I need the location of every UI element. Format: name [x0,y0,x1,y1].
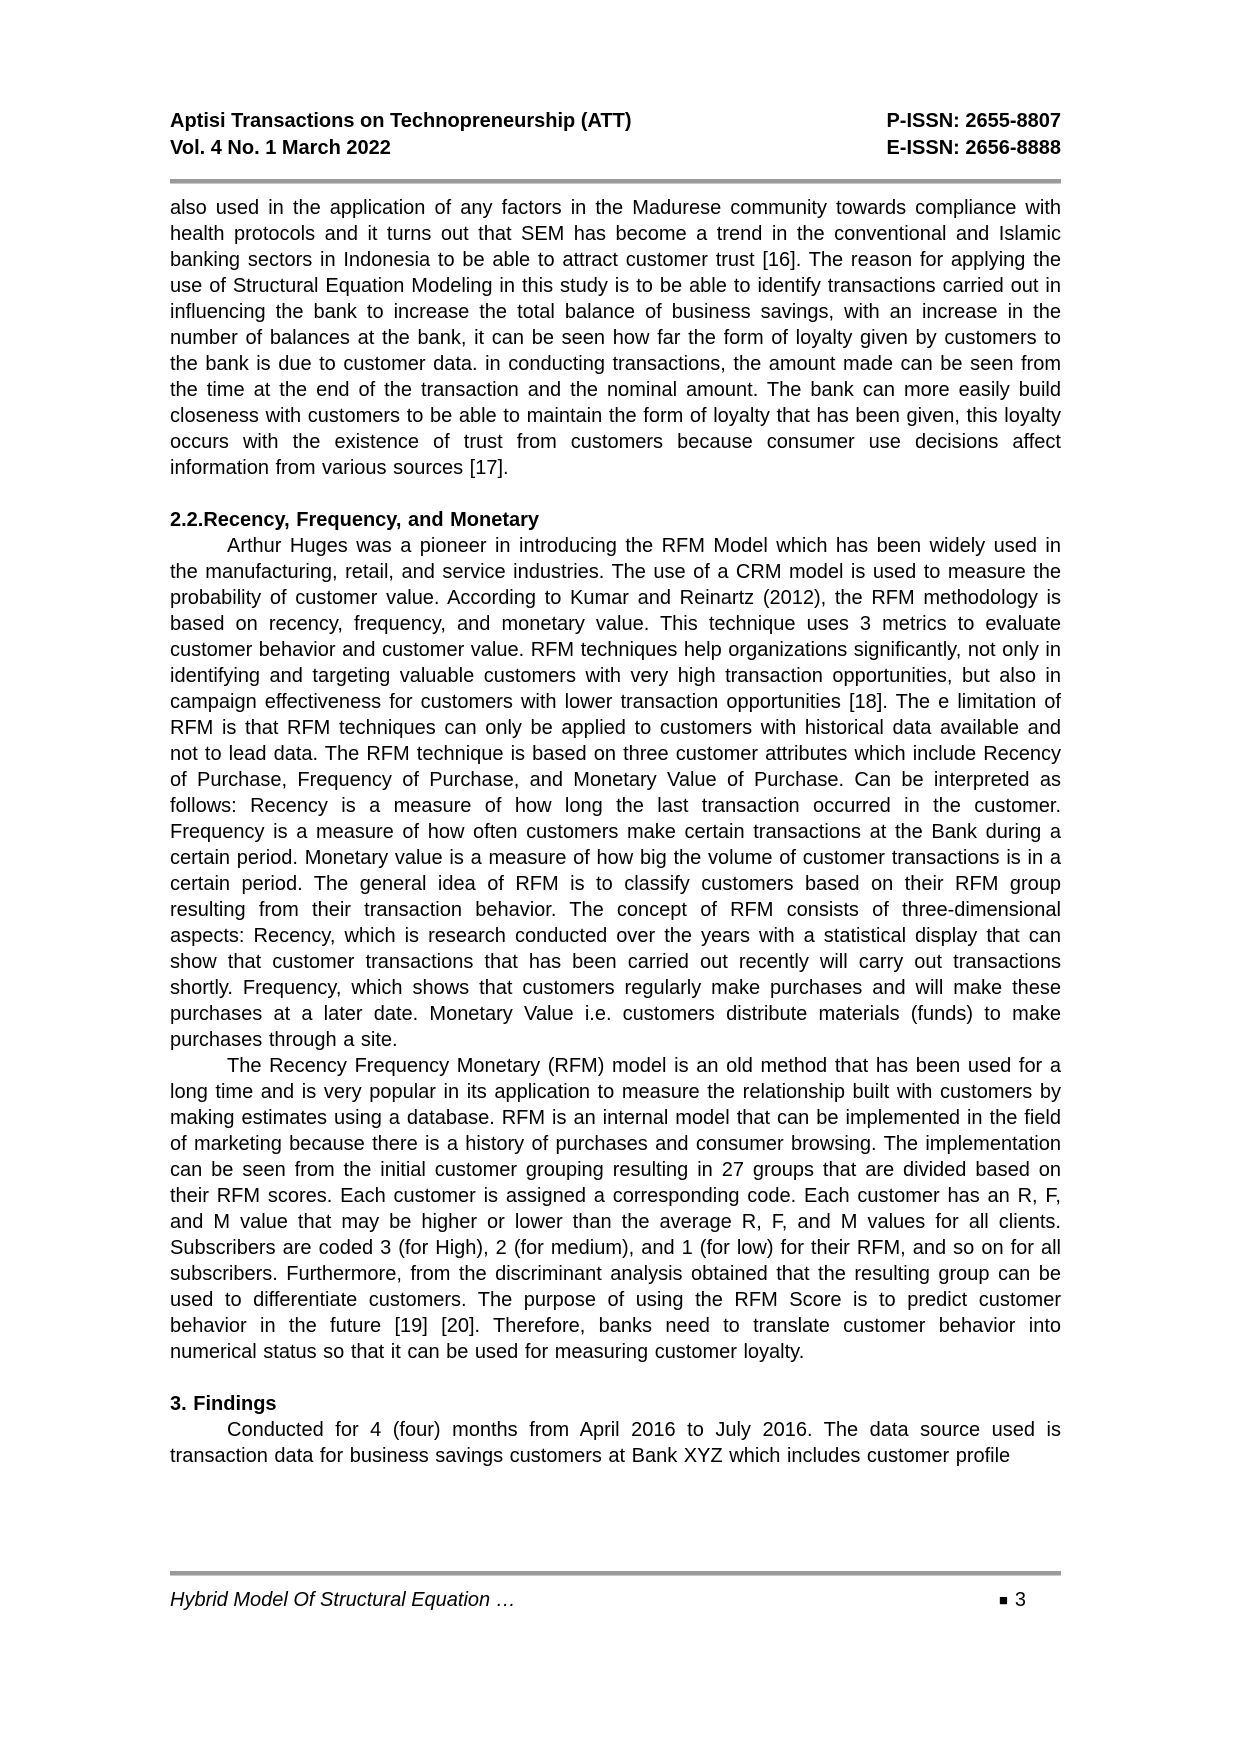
e-issn: E-ISSN: 2656-8888 [886,137,1061,159]
page-body [170,195,1061,1469]
page-number-value: 3 [1014,1589,1026,1611]
page-footer [170,1571,1061,1614]
p-issn: P-ISSN: 2655-8807 [886,110,1061,132]
header-left-block [170,108,632,162]
page-header [170,108,1061,162]
square-bullet-icon: ■ [998,1592,1008,1609]
intro-paragraph: also used in the application of any factors in the Madurese community towards compliance with health protocols and it turns out that SEM has become a trend in the conventional and Islamic banking sectors in Indonesia to be able to attract customer trust [16]. The reason for applying the use of Structural Equation Modeling in this study is to be able to identify transactions carried out in influencing the bank to increase the total balance of business savings, with an increase in the number of balances at the bank, it can be seen how far the form of loyalty given by customers to the bank is due to customer data. in conducting transactions, the amount made can be seen from the time at the end of the transaction and the nominal amount. The bank can more easily build closeness with customers to be able to maintain the form of loyalty that has been given, this loyalty occurs with the existence of trust from customers because consumer use decisions affect information from various sources [17]. [170,197,1061,479]
section-heading-3: 3. Findings [170,1393,277,1415]
journal-title: Aptisi Transactions on Technopreneurship (ATT) [170,110,632,132]
footer-divider [170,1571,1061,1576]
volume-line: Vol. 4 No. 1 March 2022 [170,137,391,159]
section-2-2-paragraph-2: The Recency Frequency Monetary (RFM) model is an old method that has been used for a long time and is very popular in its application to measure the relationship built with customers by making estimates using a database. RFM is an internal model that can be implemented in the field of marketing because there is a history of purchases and consumer browsing. The implementation can be seen from the initial customer grouping resulting in 27 groups that are divided based on their RFM scores. Each customer is assigned a corresponding code. Each customer has an R, F, and M value that may be higher or lower than the average R, F, and M values for all clients. Subscribers are coded 3 (for High), 2 (for medium), and 1 (for low) for their RFM, and so on for all subscribers. Furthermore, from the discriminant analysis obtained that the resulting group can be used to differentiate customers. The purpose of using the RFM Score is to predict customer behavior in the future [19] [20]. Therefore, banks need to translate customer behavior into numerical status so that it can be used for measuring customer loyalty. [170,1055,1061,1363]
section-heading-2-2: 2.2.Recency, Frequency, and Monetary [170,509,540,531]
page-number [999,1588,1026,1614]
header-divider [170,179,1061,184]
header-right-block [886,108,1061,162]
section-2-2-paragraph-1: Arthur Huges was a pioneer in introducing the RFM Model which has been widely used in the manufacturing, retail, and service industries. The use of a CRM model is used to measure the probability of customer value. According to Kumar and Reinartz (2012), the RFM methodology is based on recency, frequency, and monetary value. This technique uses 3 metrics to evaluate customer behavior and customer value. RFM techniques help organizations significantly, not only in identifying and targeting valuable customers with very high transaction opportunities, but also in campaign effectiveness for customers with lower transaction opportunities [18]. The e limitation of RFM is that RFM techniques can only be applied to customers with historical data available and not to lead data. The RFM technique is based on three customer attributes which include Recency of Purchase, Frequency of Purchase, and Monetary Value of Purchase. Can be interpreted as follows: Recency is a measure of how long the last transaction occurred in the customer. Frequency is a measure of how often customers make certain transactions at the Bank during a certain period. Monetary value is a measure of how big the volume of customer transactions is in a certain period. The general idea of RFM is to classify customers based on their RFM group resulting from their transaction behavior. The concept of RFM consists of three-dimensional aspects: Recency, which is research conducted over the years with a statistical display that can show that customer transactions that has been carried out recently will carry out transactions shortly. Frequency, which shows that customers regularly make purchases and will make these purchases at a later date. Monetary Value i.e. customers distribute materials (funds) to make purchases through a site. [170,535,1061,1051]
section-3-paragraph-1: Conducted for 4 (four) months from April 2016 to July 2016. The data source used is transaction data for business savings customers at Bank XYZ which includes customer profile [170,1419,1061,1467]
running-title: Hybrid Model Of Structural Equation … [170,1589,516,1611]
